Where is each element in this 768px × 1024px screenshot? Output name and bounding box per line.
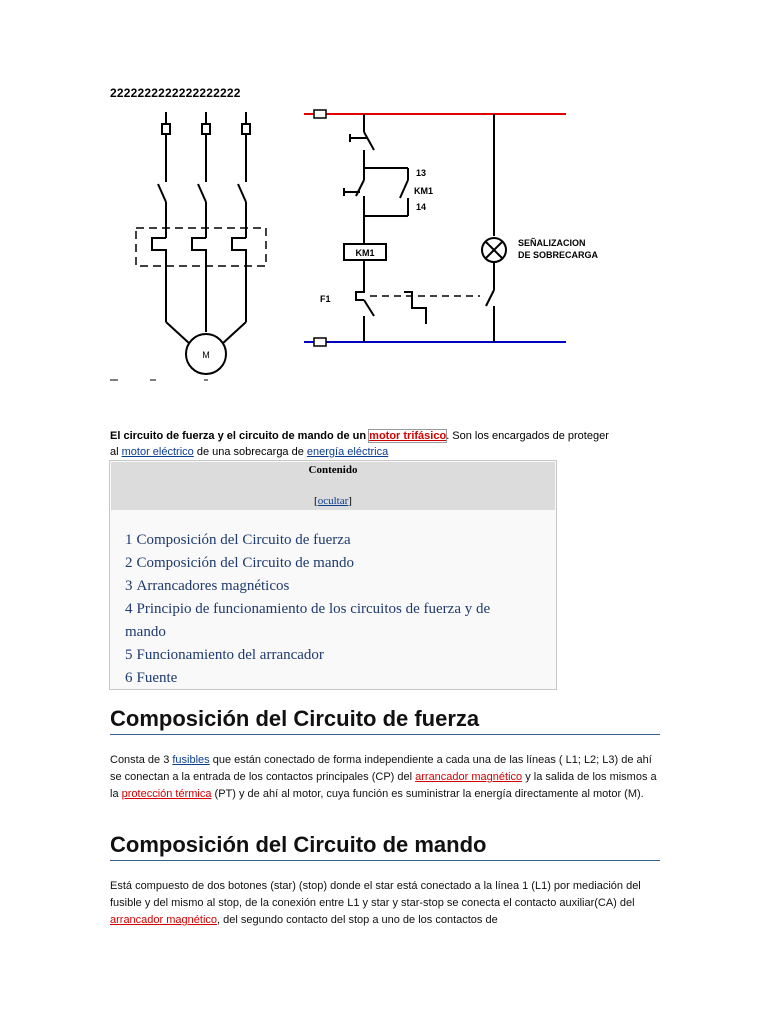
intro-line2-prefix: al [110,446,122,458]
toc-list [110,511,556,690]
section1-text-c: y la salida de los mismos a la [110,771,657,800]
section1-text-d: (PT) y de ahí al motor, cuya función es suministrar la energía directamente al motor (M). [211,788,644,800]
fuse-bottom [314,338,326,346]
toc-title: Contenido [308,464,358,476]
contact-14-label: 14 [416,202,427,212]
toc-toggle-close: ] [348,495,352,507]
motor-label: M [202,350,210,360]
section2-text-a: Está compuesto de dos botones (star) (stop) donde el star está conectado a la línea 1 (L1) por mediación del fusible y del mismo al stop, de la conexión entre L1 y star y star-stop se conecta el contacto auxiliar(CA) del [110,880,641,909]
toc-item-number: 6 [125,670,133,686]
toc-item-number: 4 [125,601,133,617]
signal-label-1: SEÑALIZACION [518,238,586,248]
table-of-contents [109,460,557,690]
section1-text-a: Consta de 3 [110,754,173,766]
serial-text: 2222222222222222222 [110,86,241,100]
link-arrancador-magnetico-2[interactable]: arrancador magnético [110,914,218,926]
toc-item-label: Principio de funcionamiento de los circuitos de fuerza y de mando [125,601,491,640]
link-proteccion-termica[interactable]: protección térmica [121,788,212,800]
f1-label: F1 [320,294,331,304]
contact-km1-label: KM1 [414,186,434,196]
intro-after-link1: . Son los encargados de proteger [446,430,609,442]
toc-toggle [111,495,555,507]
section2-heading: Composición del Circuito de mando [110,832,660,861]
toc-item[interactable] [125,598,534,644]
toc-item-number: 5 [125,647,133,663]
toc-item-label: Funcionamiento del arrancador [136,647,324,663]
section1-paragraph [110,752,660,803]
fuse-top [314,110,326,118]
toc-item[interactable] [125,644,534,667]
toc-hide-link[interactable]: ocultar [317,495,349,507]
link-energia-electrica[interactable]: energía eléctrica [306,446,389,458]
toc-item-label: Arrancadores magnéticos [136,578,290,594]
signal-label-2: DE SOBRECARGA [518,250,599,260]
toc-item-label: Composición del Circuito de fuerza [136,532,351,548]
toc-item-label: Composición del Circuito de mando [136,555,354,571]
toc-item[interactable] [125,552,534,575]
power-circuit [136,112,266,374]
toc-item[interactable] [125,667,534,690]
section2-paragraph [110,878,660,929]
intro-paragraph [110,428,660,460]
toc-toggle-open: [ [314,495,318,507]
section2-text-b: , del segundo contacto del stop a uno de los contactos de [217,914,498,926]
intro-middle: de una sobrecarga de [193,446,307,458]
toc-item-number: 3 [125,578,133,594]
toc-item[interactable] [125,529,534,552]
wiring-diagram [108,104,628,389]
toc-item-number: 1 [125,532,133,548]
intro-bold-text: El circuito de fuerza y el circuito de mando de un [110,430,370,442]
toc-item[interactable] [125,575,534,598]
section1-heading: Composición del Circuito de fuerza [110,706,660,735]
toc-item-label: Fuente [136,670,178,686]
link-motor-trifasico[interactable]: motor trifásico [369,430,447,442]
link-motor-electrico[interactable]: motor eléctrico [121,446,194,458]
toc-item-number: 2 [125,555,133,571]
link-fusibles[interactable]: fusibles [172,754,210,766]
section1-text-b: que están conectado de forma independiente a cada una de las líneas ( L1; L2; L3) de ahí se conectan a la entrada de los contactos principales (CP) del [110,754,652,783]
coil-label: KM1 [355,248,375,258]
contact-13-label: 13 [416,168,427,178]
link-arrancador-magnetico[interactable]: arrancador magnético [415,771,523,783]
toc-header [111,462,555,510]
